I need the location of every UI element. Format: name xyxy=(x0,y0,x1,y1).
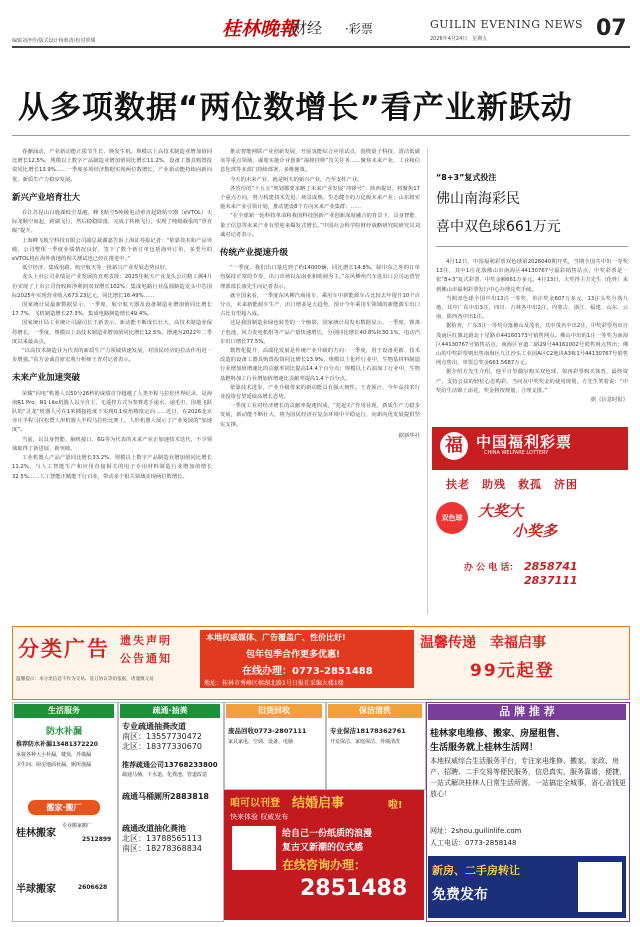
qr-code-icon xyxy=(578,862,622,912)
waterproof-line: 推荐防水补漏13481372220 xyxy=(16,741,98,748)
lottery-source: 据《信息时报》 xyxy=(590,397,628,404)
drain-ads xyxy=(122,722,220,854)
house-ad-2: 免费发布 xyxy=(432,887,488,903)
promo-phone: 在线办理：0773-2851488 xyxy=(242,666,373,677)
drain-line: 疏通马桶厕所2883818 xyxy=(122,792,209,801)
drain-line: 南区：13557730472 xyxy=(122,732,202,741)
article-paragraph: 国家统计局工业统计司副司长王新表示，新动能不断成长壮大，高技术制造业保持增长。一季度，规模以上高技术制造业增加值同比增长12.5%，增速为2022年二季度以来最高点。 xyxy=(12,320,212,345)
article-paragraph: “以高技术制造业为代表的新质生产力领域快速发展，对国民经济的拉动作用进一步增强。”东方金诚首席宏观分析师王青对记者表示。 xyxy=(12,348,212,364)
drain-line: 北区：13788565113 xyxy=(122,834,202,843)
brand-url: 网址：2shou.guilinlife.com xyxy=(430,827,522,835)
cat-drain: 疏通·抽粪 xyxy=(120,704,220,718)
moving-ad-2-name: 半球搬家 xyxy=(16,884,56,895)
article-paragraph: 当前，以具身智能、脑机接口、6G等为代表的未来产业正加速技术迭代，不少领域取得了新进展、新突破。 xyxy=(12,436,212,452)
cat-moving: 搬家·搬厂 xyxy=(28,800,100,815)
lottery-article xyxy=(436,258,628,405)
article-paragraph: 这是我国制造业绿色转型的一个缩影。国家统计局发布数据显示，一季度，锂离子电池、风力发电机组等产品产量快速增长，分别同比增长40.8%和30.1%，电动汽车出口增长77.5%。 xyxy=(220,320,420,345)
house-ad-1: 新房、二手房转让 xyxy=(432,864,520,877)
article-paragraph: 龙头上市公司业绩是产业发展的直观表现：2025年航天产业龙头公司精工测4月份实现了上市公司营收和净利润双双增长102%；集成电路行业晶圆制造龙头中芯国际2025年实现营业收入673.23亿元，同比增长16.49%…… xyxy=(12,274,212,299)
moving-ad-phone: 2512899 xyxy=(82,836,112,843)
cwl-phone-label: 办 公 电 话： xyxy=(464,563,519,573)
brand-line-1: 桂林家电维修、搬家、房屋租售、 xyxy=(430,729,566,739)
qr-code-icon xyxy=(232,826,276,870)
drain-line: 北区：18377330670 xyxy=(122,742,202,751)
article-source: 据新华社 xyxy=(398,432,420,439)
header-rule xyxy=(12,46,630,48)
drain-line: 疏通改道抽化粪池 xyxy=(122,824,186,833)
section-title-3: 传统产业提速升级 xyxy=(220,248,289,259)
article-col-1 xyxy=(12,148,212,482)
brand-line-2: 生活服务就上桂林生活网！ xyxy=(430,743,539,753)
article-paragraph: 荣耀“闪电”机器人以50分26秒的成绩首夺超越了人类半程马拉松世界纪录，是海南R1 Pro、R1 Lite机器人以全自主，无遥控方式为参赛选手递水、递毛巾，国地飞跃队的“灵龙”机器人可在1米插接抢度下实现0.1度角精度定向……近日，在2026北京亦庄半程马拉松暨人形机器人半程马拉松比赛上，人形机器人展示了产业发展的“加速度”。 xyxy=(12,390,212,434)
issue-date: 2026年4月24日 星期五 xyxy=(430,36,488,42)
subsection-name: ·彩票 xyxy=(345,22,373,36)
article-paragraph: 推动智能网联产业创新发展，开展氢能综合应用试点，围绕量子科技、清洁低碳氢等重点领域，谋划实施企业创新“揭榜挂帅”攻关任务……聚焦未来产业，工业和信息化部等多部门持续部署，多维施策。 xyxy=(220,149,420,174)
moving-ad-2-phone: 2606628 xyxy=(78,884,108,891)
section-name: 财经 xyxy=(292,19,323,37)
article-paragraph: 就全国来看，一季度东风柳汽商用车、乘用车中新能源车占比较去年提升10个百分点，未来新能源车生产、出口增多是大趋势，预计今年乘用车领域的新能源车出口占比有望超八成。 xyxy=(220,292,420,318)
lottery-title-1: 佛山南海彩民 xyxy=(436,191,520,207)
wedding-promo-7: 在线咨询办理： xyxy=(282,858,367,872)
headline-rule xyxy=(12,135,630,136)
lottery-tag: “8+3”复式投注 xyxy=(436,173,497,182)
article-col-2 xyxy=(220,148,420,441)
newspaper-logo: 桂林晚報 xyxy=(222,18,299,40)
recycle-line-1: 废品回收0773-2807111 xyxy=(228,727,307,735)
article-paragraph: 上海峰飞航空科技有限公司副总裁谢嘉告诉上海证券报记者：“依靠技术和产品突破，公司整体一季度业绩情况良好，签下了数个新订单包括海外订单，多型号的eVTOL将在海外落地的相关测试也已经在推进中。” xyxy=(12,237,212,263)
section-title-2: 未来产业加速突破 xyxy=(12,373,81,384)
moving-ad-name: 桂林搬家 xyxy=(16,828,56,839)
recycle-line-2: 家具家电、空调、设备、电脑 xyxy=(228,739,294,745)
ssq-badge: 双色球 xyxy=(436,502,468,534)
drain-line: 专业疏通抽粪改道 xyxy=(122,722,186,731)
tag-announcement: 公告通知 xyxy=(120,652,172,665)
article-paragraph: 数智化提升、高端化发展是传统产业升级的方向：一季度，用于设备更新、技术改造的设备工器具购置投资同比增长13.9%；规模以上化纤行业中，生物基材料制造行业增加值增速比的贡献率同比提高14.4个百分点；规模以上石油加工行业中，生物基燃料加工行业增加值增速比贡献率提高1.4个百分点。 xyxy=(220,348,420,382)
headline: 从多项数据“两位数增长”看产业新跃动 xyxy=(18,90,573,126)
cat-cleaning: 保洁清洗 xyxy=(328,704,422,718)
wedding-slogan: 温馨传递 幸福启事 xyxy=(420,635,546,651)
brand-name: GUILIN EVENING NEWS xyxy=(430,18,584,31)
drain-line: 推荐疏通公司13768233800 xyxy=(122,761,218,769)
article-lead: 春潮涌动，产业新动能正拔节生长、焕发生机。规模以上高技术制造业增加值同比增长12.5%、规模以上数字产品制造业增加值同比增长11.2%、设备工器具购置投资同比增长13.9%……一季度多项经济数据实现两位数增长，产业新动能持续向新向优，新质生产力稳步发展。 xyxy=(12,149,212,183)
classified-notice: 温馨提示：本分类信息不作为交易、签订协议等的依据，请谨慎交易 xyxy=(16,677,154,682)
brand-desc: 本地权威综合生活服务平台，专注家电维修、搬家、家政、房产、招聘、二手交易等便民服务，信息真实，服务靠谱，便捷，一站式解决桂林人日常生活所需。一站搞定全城事，省心省钱更放心！ xyxy=(430,757,626,798)
section-title-1: 新兴产业培育壮大 xyxy=(12,192,81,203)
brand-head: 品 牌 推 荐 xyxy=(428,704,626,720)
wedding-promo-5: 给自己一份纸质的浪漫 xyxy=(282,829,373,839)
article-paragraph: “一季度，我们出口量达到了约14000辆，同比增长14.8%，除中东之外的订单均保持正常的节奏，出口市场以东南亚和欧洲为主。”东风柳州汽车进出口公司运营管理部部长康先生向记者表示。 xyxy=(220,265,420,290)
wedding-promo-2: 结婚启事 xyxy=(292,796,345,811)
lottery-title-2: 喜中双色球661万元 xyxy=(436,219,561,235)
classified-title: 分类广告 xyxy=(18,637,110,661)
wedding-promo-3: 啦! xyxy=(388,800,403,811)
article-paragraph: 在江苏昆山白鹿湖低空基地，峰飞航空5吨级电动垂直起降航空器（eVTOL）天际龙顺空而起，跨湖飞行，然后稳稳降落，完成了转换飞行，实现了吨级载重的“垂直级”提升。 xyxy=(12,210,212,235)
article-paragraph: 各省份的“十五五”规划都要求略了未来产业发展“冲锋号”：陕西提出，将聚焦17个重点方向，努力构建技术先进、场景成熟、生态健全的万亿级未来产业；山东将实施未来产业引领计划，推动建设8个方向未来产业集群；…… xyxy=(220,185,420,211)
waterproof-line: 卫生间、厨房地面补漏，厕所地漏 xyxy=(16,762,92,768)
cwl-name-en: CHINA WELFARE LOTTERY xyxy=(484,450,549,456)
waterproof-ad xyxy=(16,740,114,770)
article-paragraph: 依靠技术进步，产业升级带来的新动能具有强大韧性。王青预计，今年高技术行业投资有望延续高增长态势。 xyxy=(220,384,420,401)
article-paragraph: 据介绍方先生介绍，他平日里偶尔购买双色球，如再彩票购买体育，最终资产，支持公益的轻松心态购彩。当问及中奖奖金的使用规划，方先生笑着说：“中奖给生活锦上添花，奖金将按规划，合理支排。” xyxy=(436,369,628,394)
sub-waterproof: 防水补漏 xyxy=(45,727,82,737)
editor-credits: 编辑刘净伶/版式设计杨莉清/校对覃骥 xyxy=(12,38,96,44)
article-paragraph: 据检查，广东3注一等奖分落佛山及茂名，其中茂名中出2注，中奖彩票均出自茂南区红旗北路北十星路市44160173号销售网点。佛山中出的1注一等奖为南海区44130767号销售站点，南海区官道二路29号44161002号销售网点售出；佛山的中奖彩票则出售南海区九江沙头工业园A区C2地块A3栋1号44130767号销售网点售出，单票总奖金661.5687万元。 xyxy=(436,323,628,367)
wedding-price: 99元起登 xyxy=(470,661,555,681)
article-paragraph: “在全球新一轮科技革命和我国科技创新产业创新深度融合的背景下，具身智能、量子信息等未来产业有望迎来爆发式增长。”中国社会科学院财经战略研究院研究员刘诚对记者表示。 xyxy=(220,213,420,238)
cwl-prize-1: 大奖大 xyxy=(478,502,524,520)
tag-lost-notice: 遗失声明 xyxy=(120,634,172,647)
article-paragraph: 国家统计局最新数据显示，一季度，航空航天器及设备制造业增加值同比增长17.7%，飞机制造增长27.3%，集成电路制造增长49.4%。 xyxy=(12,302,212,318)
cwl-prize-2: 小奖多 xyxy=(512,522,558,540)
column-divider xyxy=(427,148,428,614)
promo-line-2: 包年包季合作更多优惠! xyxy=(246,650,341,660)
wedding-promo-6: 复古又新潮的仪式感 xyxy=(282,843,364,853)
cat-recycle: 旧货回收 xyxy=(226,704,322,718)
drain-line: 南区：18278368834 xyxy=(122,844,202,853)
article-paragraph: 今天的未来产业，就是明天的新兴产业，乃至支柱产业。 xyxy=(230,176,363,183)
waterproof-line: 承接各种大小补漏，楼顶，外墙漏 xyxy=(16,752,92,758)
cleaning-line-1: 专业保洁18178362761 xyxy=(330,727,406,735)
wedding-promo-4: 快来体验 权威发布 xyxy=(230,813,289,821)
cwl-phone: 2858741 2837111 xyxy=(524,560,589,587)
article-paragraph: 当期双色球全国中出13注一等奖，单注奖金607万多元，13注头奖分落九地，其中广东中出3注，四川、吉林各中出2注，内蒙古、浙江、福建、山东、云南、陕西各中出1注。 xyxy=(436,295,628,321)
cat-life-service: 生活服务 xyxy=(14,704,114,718)
cwl-logo-icon: 福 xyxy=(440,432,468,460)
promo-address: 地址：桂林市秀峰区榕湖北路1号日报社采编大楼1楼 xyxy=(204,680,344,687)
drain-line: 疏通马桶、下水道、化粪池、管道改造 xyxy=(122,772,208,778)
page-number: 07 xyxy=(596,16,627,41)
lottery-rule xyxy=(436,246,628,247)
article-paragraph: 工业机器人产品产量同比增长33.2%，规模以上数字产品制造业增加值同比增长11.2%，与人工智能生产和应用直接相关的电子专用材料制造行业增加值增长32.5%……人工智能正赋能千行百业，带动多个相关领域实现两位数增长。 xyxy=(12,455,212,480)
article-paragraph: 低空经济，集成电路、航空航天等一批新兴产业发展态势良好。 xyxy=(22,265,171,272)
article-paragraph: 4月12日，中国福利彩票双色球第2026040期开奖，当期全国共中出一等奖13注，其中1注花落佛山市南海区44130767号福彩销售站点，中奖彩票是一张“8+3”复式彩票，中奖金额661万多元。4月13日，大奖得主方先生（化姓）来到佛山市福利彩票发行中心办理兑奖手续。 xyxy=(436,259,628,293)
cleaning-line-2: 开荒保洁、家庭保洁、外墙清洗 xyxy=(330,739,401,745)
article-paragraph: 一季度工业对经济增长的贡献率提速四成，“托起石”作用显现，新质生产力稳步发展，新动能不断壮大，将为国民经济在复杂环境中平稳运行，向新向优发展提供坚实支撑。 xyxy=(220,403,420,428)
cwl-name-cn: 中国福利彩票 xyxy=(476,433,573,451)
brand-phone: 人工电话：0773-2858148 xyxy=(430,839,517,847)
wedding-promo-1: 咱可以刊登 xyxy=(230,798,280,809)
promo-line-1: 本地权威媒体、广告覆盖广、性价比好! xyxy=(206,633,346,642)
cwl-banner xyxy=(432,427,628,470)
cwl-slogan: 扶老 助残 救孤 济困 xyxy=(446,478,578,491)
moving-ad-desc: 专业搬家搬厂 xyxy=(62,823,93,829)
wedding-promo-phone: 2851488 xyxy=(300,876,408,901)
